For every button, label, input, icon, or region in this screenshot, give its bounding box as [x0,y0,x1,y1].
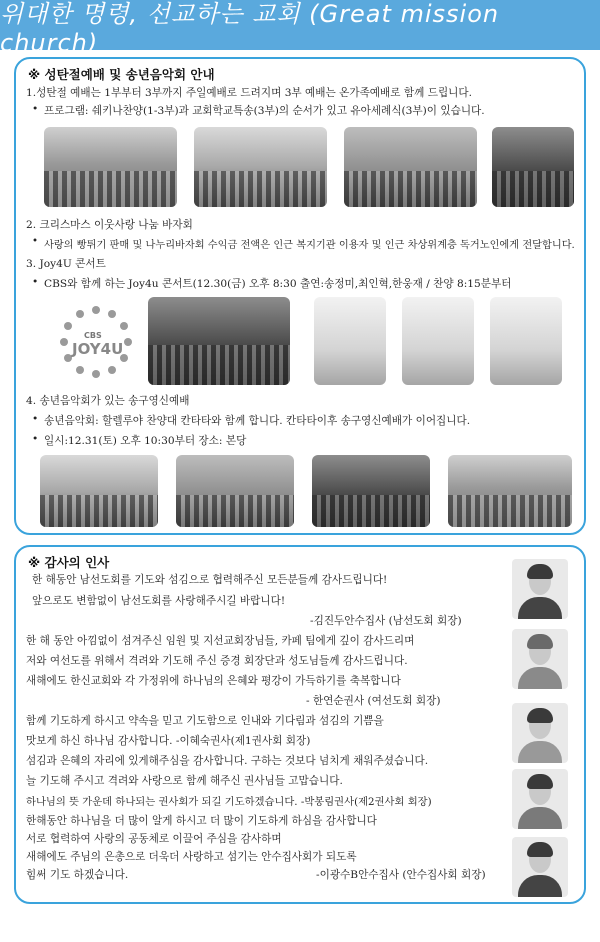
notice-item-2: 2. 크리스마스 이웃사랑 나눔 바자회 [26,219,193,231]
thanks-line: 서로 협력하여 사랑의 공동체로 이끌어 주심을 감사하며 [26,833,282,845]
notice-item-4-detail-2: • 일시:12.31(토) 오후 10:30부터 장소: 본당 [44,433,246,448]
notice-item-4-detail-1: • 송년음악회: 할렐루야 찬양대 칸타타와 함께 합니다. 칸타타이후 송구영신예배가 이어집니다. [44,413,470,428]
photo-concert-stage [148,297,290,385]
photo-congregation [448,455,572,527]
thanks-line: 섬김과 은혜의 자리에 있게해주심을 감사합니다. 구하는 것보다 넘치게 채워주셨습니다. [26,755,429,767]
thanks-line: 하나님의 뜻 가운데 하나되는 권사회가 되길 기도하겠습니다. -박봉림권사(제2권사회 회장) [26,796,432,808]
photo-singer-female [490,297,562,385]
notice-item-3-detail: • CBS와 함께 하는 Joy4u 콘서트(12.30(금) 오후 8:30 출연:송정미,최인혁,한웅재 / 찬양 8:15분부터 [44,276,511,291]
notice-item-2-detail: • 사랑의 빵튀기 판매 및 나누리바자회 수익금 전액은 인근 복지기관 이용자 및 인근 차상위계층 독거노인에게 전달합니다. [44,236,575,251]
photo-guitarist [314,297,386,385]
thanks-box [14,545,586,904]
thanks-signature: - 한연순권사 (여선도회 회장) [306,695,441,707]
thanks-line: 한 해 동안 아낌없이 섬겨주신 임원 및 지선교회장님들, 카페 팀에게 깊이 감사드리며 [26,635,415,647]
section-title: ※ 감사의 인사 [28,555,110,570]
notice-item-4: 4. 송년음악회가 있는 송구영신예배 [26,395,190,407]
photo-christmas-worship [44,127,177,207]
notice-item-3: 3. Joy4U 콘서트 [26,258,106,270]
portrait-women-president [512,629,568,689]
portrait-deacon-president [512,837,568,897]
photo-children-choir [194,127,327,207]
thanks-line: 새해에도 주님의 은총으로 더욱더 사랑하고 섬기는 안수집사회가 되도록 [26,851,357,863]
notice-item-1-detail: • 프로그램: 쉐키나찬양(1-3부)과 교회학교특송(3부)의 순서가 있고 유아세례식(3부)이 있습니다. [44,103,485,118]
thanks-line: 늘 기도해 주시고 격려와 사랑으로 함께 해주신 권사님들 고맙습니다. [26,775,343,787]
thanks-signature: -이광수B안수집사 (안수집사회 회장) [316,869,486,881]
joy4u-logo [40,300,152,388]
logo-small-text: CBS [84,331,102,340]
notice-item-1: 1.성탄절 예배는 1부부터 3부까지 주일예배로 드려지며 3부 예배는 온가족예배로 함께 드립니다. [26,87,473,99]
photo-infant-baptism [492,127,574,207]
photo-pastor-sermon [312,455,430,527]
christmas-notice-box [14,57,586,535]
thanks-line: 한해동안 하나님을 더 많이 알게 하시고 더 많이 기도하게 하심을 감사합니다 [26,815,377,827]
thanks-line: 한 해동안 남선도회를 기도와 섬김으로 협력해주신 모든분들께 감사드립니다! [32,574,388,586]
thanks-line: 앞으로도 변함없이 남선도회를 사랑해주시길 바랍니다! [32,595,286,607]
section-title: ※ 성탄절예배 및 송년음악회 안내 [28,67,215,82]
portrait-men-president [512,559,568,619]
thanks-line: 저와 여선도를 위해서 격려와 기도해 주신 증경 회장단과 성도님들께 감사드립니다. [26,655,408,667]
photo-singer-male [402,297,474,385]
logo-big-text: JOY4U [72,340,124,358]
portrait-deaconess-2 [512,769,568,829]
thanks-line: 힘써 기도 하겠습니다. [26,869,129,881]
thanks-line: 함께 기도하게 하시고 약속을 믿고 기도함으로 인내와 기다림과 섬김의 기쁨을 [26,715,384,727]
portrait-deaconess-1 [512,703,568,763]
photo-choir-1 [40,455,158,527]
photo-choir-2 [176,455,294,527]
thanks-line: 새해에도 한신교회와 각 가정위에 하나님의 은혜와 평강이 가득하기를 축복합니다 [26,675,401,687]
photo-children-performance [344,127,477,207]
thanks-line: 맛보게 하신 하나님 감사합니다. -이혜숙권사(제1권사회 회장) [26,735,311,747]
thanks-signature: -김진두안수집사 (남선도회 회장) [310,615,462,627]
banner-title: 위대한 명령, 선교하는 교회 (Great mission church) [0,0,600,50]
